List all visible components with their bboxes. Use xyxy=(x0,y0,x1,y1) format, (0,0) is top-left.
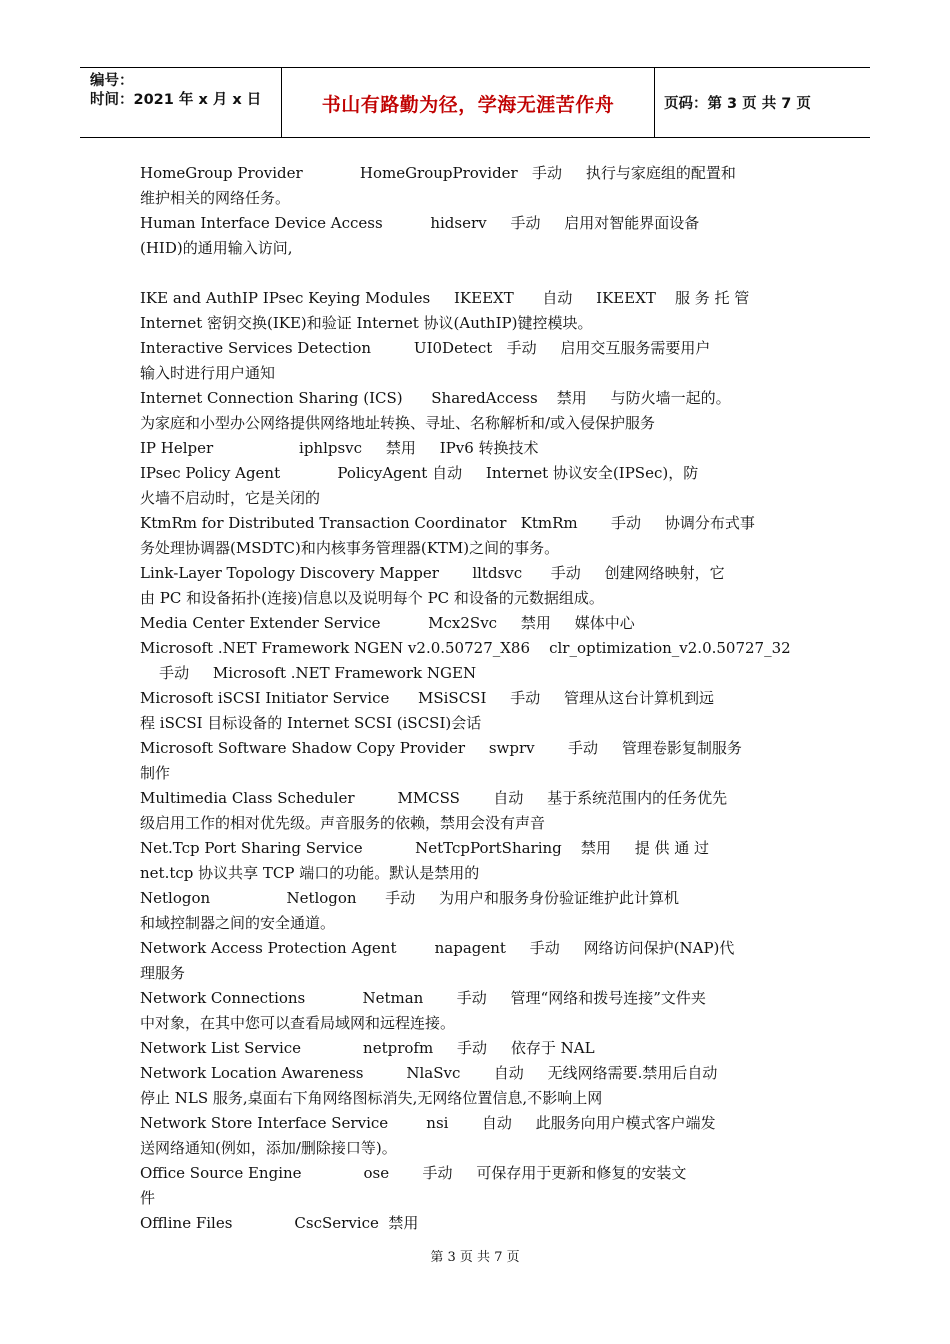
text-line: (HID)的通用输入访问, xyxy=(140,239,293,257)
text-line: 程 iSCSI 目标设备的 Internet SCSI (iSCSI)会话 xyxy=(140,714,482,732)
text-line: 为家庭和小型办公网络提供网络地址转换、寻址、名称解析和/或入侵保护服务 xyxy=(140,414,656,432)
text-line: Microsoft iSCSI Initiator Service MSiSCSI 手动 管理从这台计算机到远 xyxy=(140,689,715,707)
text-line: 火墙不启动时，它是关闭的 xyxy=(140,489,321,507)
text-line: 理服务 xyxy=(140,964,186,982)
text-line: 务处理协调器(MSDTC)和内核事务管理器(KTM)之间的事务。 xyxy=(140,539,560,557)
text-line: Media Center Extender Service Mcx2Svc 禁用 媒体中心 xyxy=(140,614,635,632)
text-line: 中对象，在其中您可以查看局域网和远程连接。 xyxy=(140,1014,456,1032)
text-line: Office Source Engine ose 手动 可保存用于更新和修复的安装文 xyxy=(140,1164,687,1182)
text-line: Human Interface Device Access hidserv 手动 启用对智能界面设备 xyxy=(140,214,700,232)
text-line: Link-Layer Topology Discovery Mapper lltdsvc 手动 创建网络映射，它 xyxy=(140,564,725,582)
header-divider xyxy=(654,68,655,137)
text-line: Network Store Interface Service nsi 自动 此服务向用户模式客户端发 xyxy=(140,1114,716,1132)
text-line: KtmRm for Distributed Transaction Coordinator KtmRm 手动 协调分布式事 xyxy=(140,514,755,532)
text-line: 制作 xyxy=(140,764,171,782)
text-line: 维护相关的网络任务。 xyxy=(140,189,291,207)
text-line: IPsec Policy Agent PolicyAgent 自动 Internet 协议安全(IPSec)，防 xyxy=(140,464,699,482)
text-line: Network Access Protection Agent napagent 手动 网络访问保护(NAP)代 xyxy=(140,939,735,957)
text-line: Net.Tcp Port Sharing Service NetTcpPortSharing 禁用 提 供 通 过 xyxy=(140,839,710,857)
motto: 书山有路勤为径，学海无涯苦作舟 xyxy=(321,94,615,116)
text-line xyxy=(140,261,810,286)
header-table xyxy=(80,67,870,138)
header-left-cell xyxy=(90,72,261,110)
text-line: 手动 Microsoft .NET Framework NGEN xyxy=(140,664,477,682)
text-line: IP Helper iphlpsvc 禁用 IPv6 转换技术 xyxy=(140,439,539,457)
text-line: 件 xyxy=(140,1189,156,1207)
text-line: Offline Files CscService 禁用 xyxy=(140,1214,419,1232)
text-line: IKE and AuthIP IPsec Keying Modules IKEEXT 自动 IKEEXT 服 务 托 管 xyxy=(140,289,750,307)
text-line: net.tcp 协议共享 TCP 端口的功能。默认是禁用的 xyxy=(140,864,480,882)
text-line: Internet Connection Sharing (ICS) SharedAccess 禁用 与防火墙一起的。 xyxy=(140,389,731,407)
text-line: 送网络通知(例如，添加/删除接口等)。 xyxy=(140,1139,397,1157)
text-line: Network Connections Netman 手动 管理“网络和拨号连接”文件夹 xyxy=(140,989,706,1007)
text-line: Network Location Awareness NlaSvc 自动 无线网络需要.禁用后自动 xyxy=(140,1064,718,1082)
text-line: HomeGroup Provider HomeGroupProvider 手动 执行与家庭组的配置和 xyxy=(140,164,736,182)
text-line: 和域控制器之间的安全通道。 xyxy=(140,914,336,932)
date-label: 时间：2021 年 x 月 x 日 xyxy=(90,92,262,108)
document-body xyxy=(140,161,810,1236)
page-footer: 第 3 页 共 7 页 xyxy=(430,1250,520,1265)
text-line: 输入时进行用户通知 xyxy=(140,364,276,382)
text-line: 级启用工作的相对优先级。声音服务的依赖，禁用会没有声音 xyxy=(140,814,546,832)
text-line: Internet 密钥交换(IKE)和验证 Internet 协议(AuthIP)键控模块。 xyxy=(140,314,593,332)
text-line: Interactive Services Detection UI0Detect 手动 启用交互服务需要用户 xyxy=(140,339,711,357)
text-line: Network List Service netprofm 手动 依存于 NAL xyxy=(140,1039,595,1057)
text-line: Microsoft Software Shadow Copy Provider swprv 手动 管理卷影复制服务 xyxy=(140,739,742,757)
text-line: Multimedia Class Scheduler MMCSS 自动 基于系统范围内的任务优先 xyxy=(140,789,728,807)
text-line: Microsoft .NET Framework NGEN v2.0.50727_X86 clr_optimization_v2.0.50727_32 xyxy=(140,639,791,657)
text-line: 停止 NLS 服务,桌面右下角网络图标消失,无网络位置信息,不影响上网 xyxy=(140,1089,603,1107)
page-info: 页码：第 3 页 共 7 页 xyxy=(664,96,811,112)
text-line: 由 PC 和设备拓扑(连接)信息以及说明每个 PC 和设备的元数据组成。 xyxy=(140,589,604,607)
code-label: 编号： xyxy=(90,73,134,89)
text-line: Netlogon Netlogon 手动 为用户和服务身份验证维护此计算机 xyxy=(140,889,680,907)
